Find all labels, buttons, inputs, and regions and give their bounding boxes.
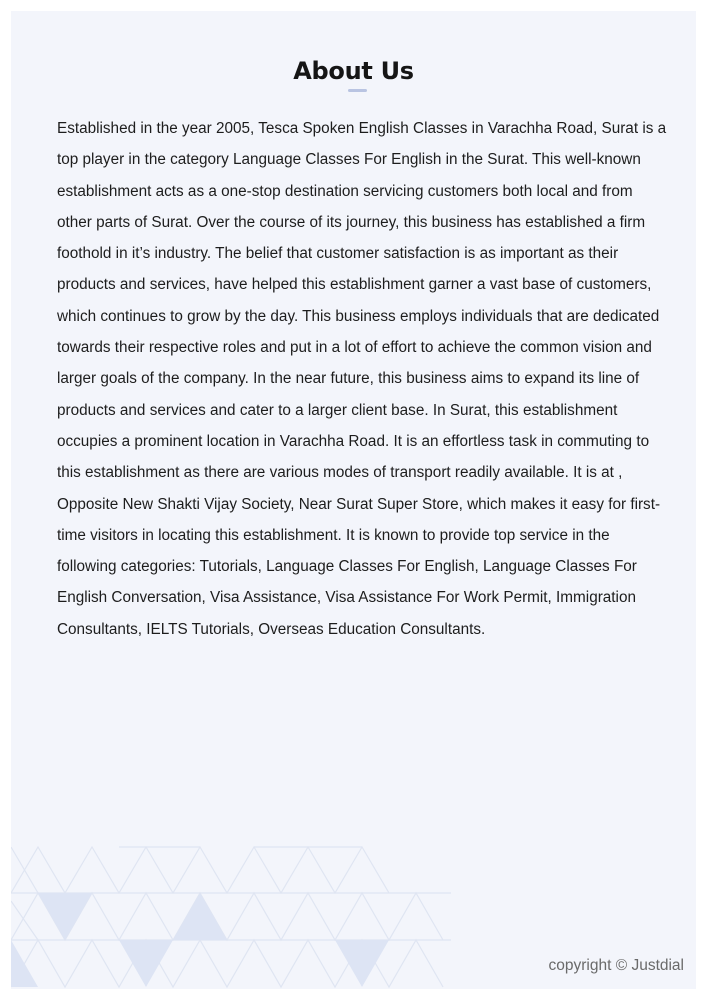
pattern-triangle [335, 940, 389, 987]
about-paragraph: Established in the year 2005, Tesca Spoken English Classes in Varachha Road, Surat is a top player in the category Language Classes For English in the Surat. This well-known establishment acts as a one-stop destination servicing customers both local and from other parts of Surat. Over the course of its journey, this business has established a firm foothold in it’s industry. The belief that customer satisfaction is as important as their products and services, have helped this establishment garner a vast base of customers, which continues to grow by the day. This business employs individuals that are dedicated towards their respective roles and put in a lot of effort to achieve the common vision and larger goals of the company. In the near future, this business aims to expand its line of products and services and cater to a larger client base. In Surat, this establishment occupies a prominent location in Varachha Road. It is an effortless task in commuting to this establishment as there are various modes of transport readily available. It is at , Opposite New Shakti Vijay Society, Near Surat Super Store, which makes it easy for first-time visitors in locating this establishment. It is known to provide top service in the following categories: Tutorials, Language Classes For English, Language Classes For English Conversation, Visa Assistance, Visa Assistance For Work Permit, Immigration Consultants, IELTS Tutorials, Overseas Education Consultants. [57, 120, 667, 638]
page-title: About Us [293, 57, 414, 85]
title-underline [348, 89, 367, 92]
pattern-triangle [173, 893, 227, 940]
page-card [11, 11, 696, 989]
pattern-triangle [38, 893, 92, 940]
triangle-pattern-decoration [11, 841, 451, 989]
pattern-triangle [119, 940, 173, 987]
copyright-text: copyright © Justdial [548, 957, 684, 974]
